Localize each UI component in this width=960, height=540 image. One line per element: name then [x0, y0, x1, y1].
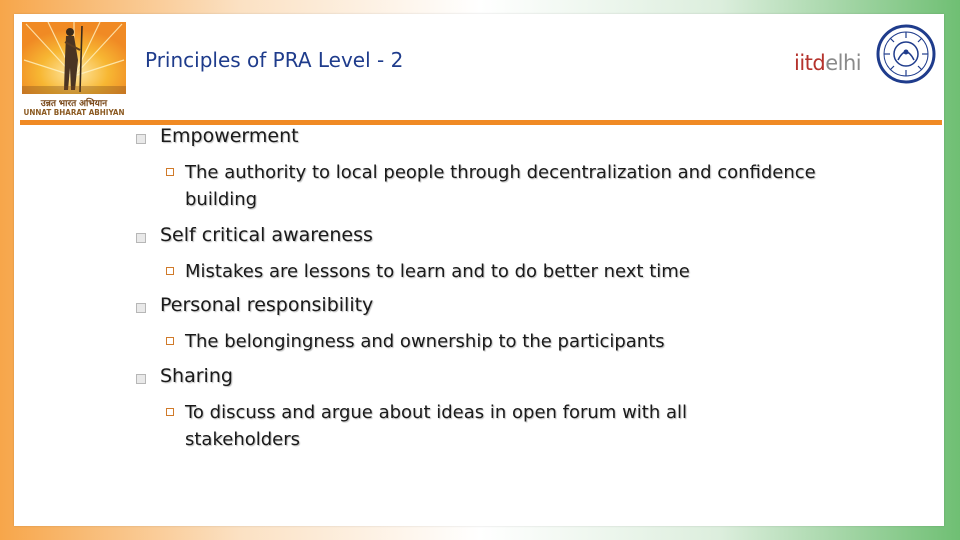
bullet-marker-icon [136, 303, 146, 313]
bullet-self-critical-awareness: Self critical awareness [160, 224, 373, 246]
logo-hindi-text: उन्नत भारत अभियान [40, 99, 108, 109]
bullet-sharing: Sharing [160, 365, 233, 387]
bullet-empowerment: Empowerment [160, 125, 299, 147]
bullet-marker-icon [136, 374, 146, 384]
iitdelhi-wordmark [794, 51, 861, 75]
sunburst-figure-icon [18, 20, 130, 96]
logo-english-text: UNNAT BHARAT ABHIYAN [23, 108, 125, 117]
bullet-personal-responsibility: Personal responsibility [160, 294, 374, 316]
sub-bullet-sharing: To discuss and argue about ideas in open forum with all stakeholders [185, 402, 688, 450]
slide-title: Principles of PRA Level - 2 [145, 48, 404, 72]
sub-bullet-self-critical-awareness: Mistakes are lessons to learn and to do better next time [185, 261, 690, 282]
sub-bullet-marker-icon [166, 168, 174, 176]
unnat-bharat-abhiyan-logo [18, 20, 130, 116]
brand-light-text: elhi [825, 51, 862, 75]
brand-accent-text: iitd [794, 51, 826, 75]
bullet-marker-icon [136, 233, 146, 243]
header-divider [20, 120, 942, 125]
sub-bullet-marker-icon [166, 337, 174, 345]
iit-delhi-emblem-icon [876, 24, 936, 84]
sub-bullet-personal-responsibility: The belongingness and ownership to the participants [185, 331, 665, 352]
sub-bullet-marker-icon [166, 267, 174, 275]
sub-bullet-empowerment: The authority to local people through decentralization and confidence building [185, 162, 816, 210]
bullet-marker-icon [136, 134, 146, 144]
sub-bullet-marker-icon [166, 408, 174, 416]
slide [14, 14, 944, 526]
